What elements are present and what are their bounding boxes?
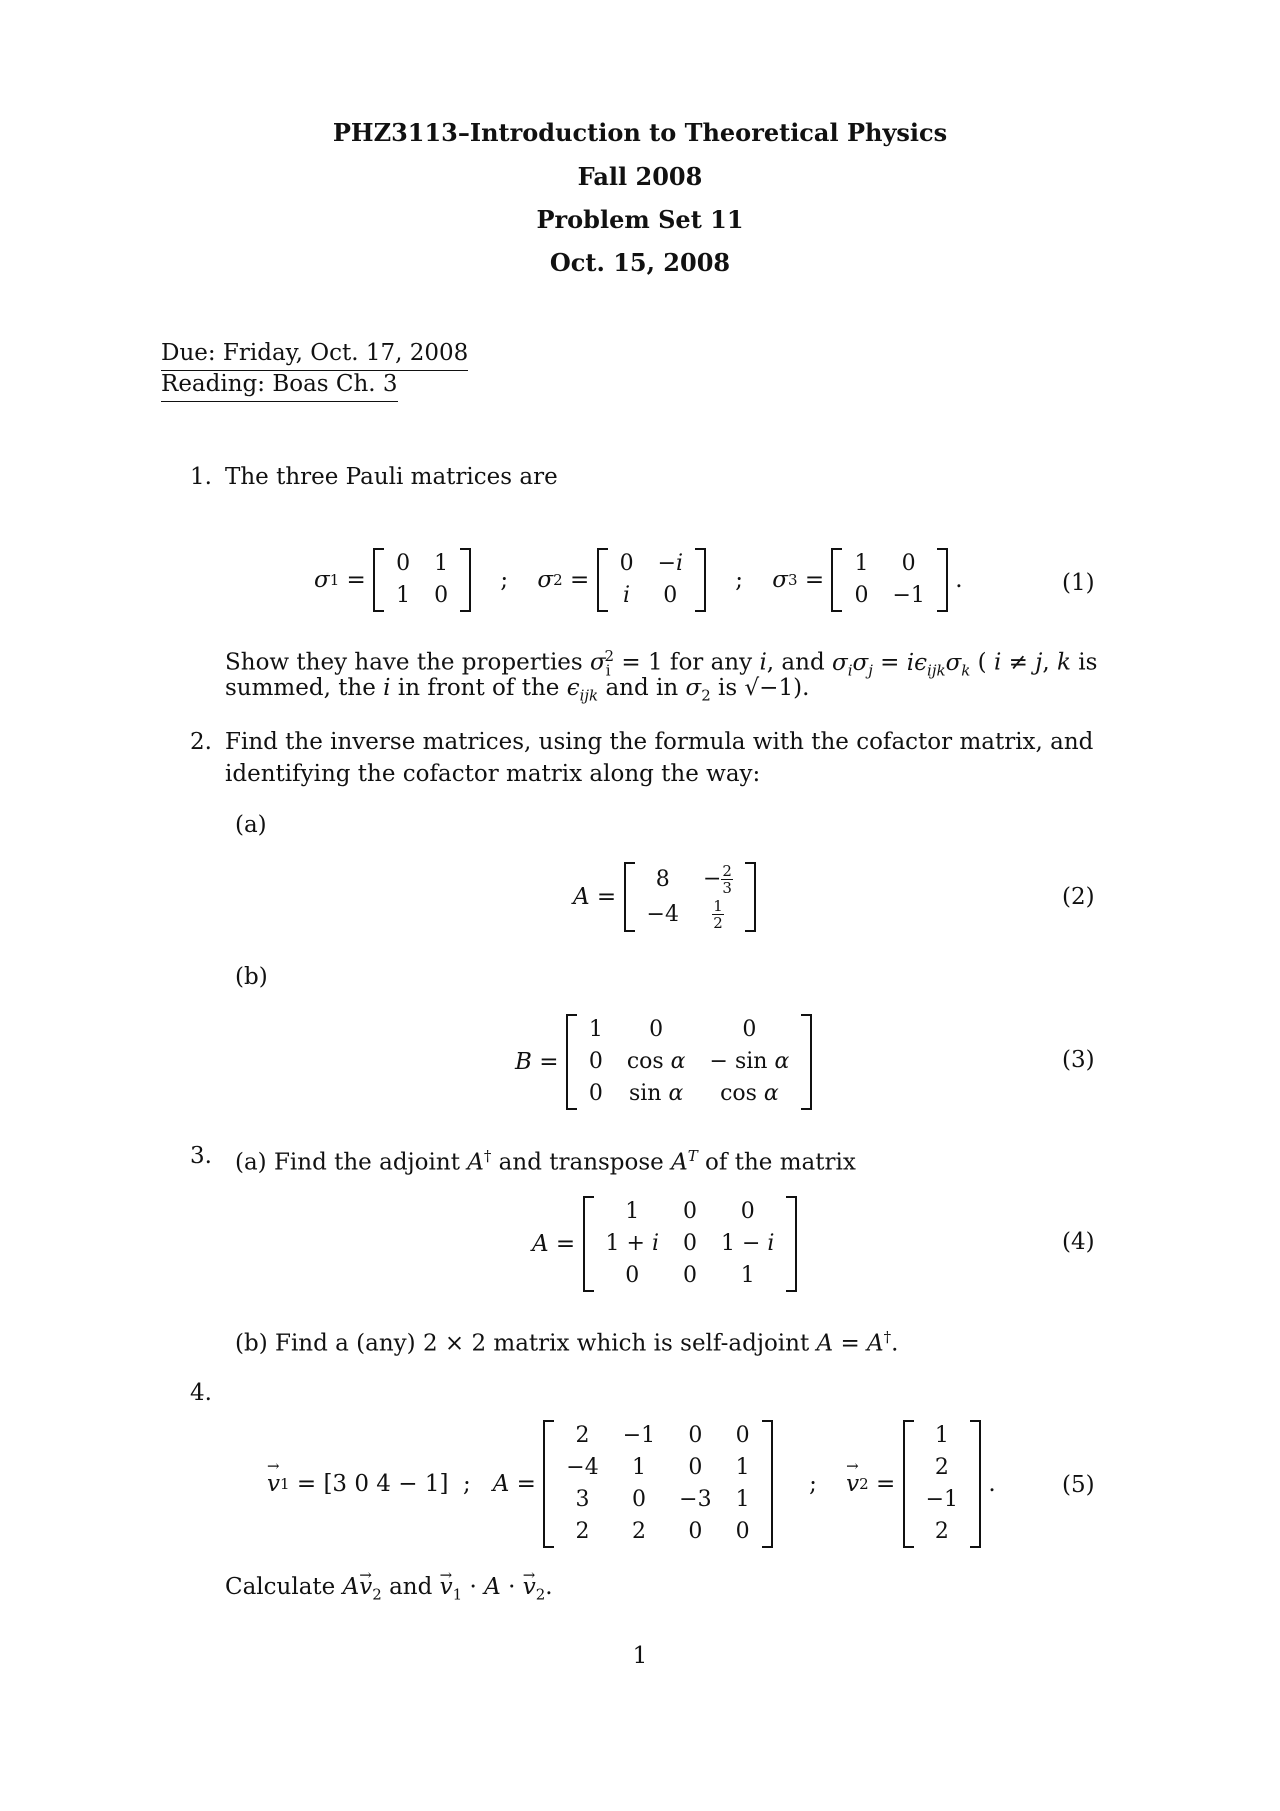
- sigma1-matrix: 0 1 1 0: [373, 548, 471, 612]
- problem-1-text-line-2: summed, the i in front of the $\epsilon_{ijk}$ and in $\sigma_2$ is √−1).: [225, 675, 810, 705]
- matrix-A-equation: A = 8 − $\frac{2}{3}$ −4 $\frac{1}{2}$: [573, 862, 756, 932]
- vector-v1-values: = [3 0 4 − 1]: [296, 1471, 449, 1497]
- pauli-matrices-equation: σ 1 = 0 1 1 0 ; σ 2 = 0 −i i 0 ; σ 3 = 1 0 0 −1 .: [314, 548, 963, 612]
- equation-number-4: (4): [1062, 1229, 1095, 1255]
- problem-2-text-line-1: Find the inverse matrices, using the formula with the cofactor matrix, and: [225, 729, 1094, 755]
- matrix-A-complex: 1 0 0 1 + i 0 1 − i 0 0 1: [583, 1196, 798, 1292]
- due-line: Due: Friday, Oct. 17, 2008: [161, 338, 468, 371]
- date: Oct. 15, 2008: [549, 248, 731, 277]
- problem-2-number: 2.: [190, 729, 212, 755]
- equation-number-2: (2): [1062, 884, 1095, 910]
- course-title: PHZ3113–Introduction to Theoretical Physics: [332, 118, 948, 147]
- problem-2-text-line-2: identifying the cofactor matrix along the way:: [225, 761, 761, 787]
- reading-line: Reading: Boas Ch. 3: [161, 369, 398, 402]
- problem-1-number: 1.: [190, 464, 212, 490]
- problem-1-text-line-1: Show they have the properties $\sigma_i^2 = 1$ for any i, and $\sigma_i\sigma_j = i\epsilon_{ijk}\sigma_k$ ( i ≠ j, k is: [225, 647, 1098, 680]
- matrix-B: 1 0 0 0 cos α − sin α 0 sin α cos α: [566, 1014, 813, 1110]
- sigma3-matrix: 1 0 0 −1: [831, 548, 947, 612]
- problem-set-title: Problem Set 11: [536, 205, 744, 234]
- matrix-B-equation: B = 1 0 0 0 cos α − sin α 0 sin α cos α: [515, 1014, 812, 1110]
- problem-1-intro: The three Pauli matrices are: [225, 464, 558, 490]
- equation-number-5: (5): [1062, 1472, 1095, 1498]
- matrix-A-complex-equation: A = 1 0 0 1 + i 0 1 − i 0 0 1: [532, 1196, 797, 1292]
- problem-3a-text: (a) Find the adjoint A† and transpose $A^T$ of the matrix: [235, 1147, 856, 1176]
- part-b-label: (b): [235, 964, 268, 990]
- problem-4-equation: → v 1 = [3 0 4 − 1] ; A = 2 −1 0 0 −4 1 0 1 3 0 −3 1 2 2 0 0 ; → v 2 = 1 2 −1 2 .: [267, 1420, 996, 1548]
- vector-v2: 1 2 −1 2: [903, 1420, 981, 1548]
- term: Fall 2008: [577, 162, 703, 191]
- problem-3-number: 3.: [190, 1143, 212, 1169]
- matrix-A: 8 − $\frac{2}{3}$ −4 $\frac{1}{2}$: [624, 862, 756, 932]
- equation-number-1: (1): [1062, 570, 1095, 596]
- sigma2-matrix: 0 −i i 0: [597, 548, 706, 612]
- matrix-A-4x4: 2 −1 0 0 −4 1 0 1 3 0 −3 1 2 2 0 0: [543, 1420, 772, 1548]
- page-number: 1: [632, 1643, 648, 1669]
- problem-3b-text: (b) Find a (any) 2 × 2 matrix which is self-adjoint A = A†.: [235, 1328, 899, 1357]
- problem-4-number: 4.: [190, 1380, 212, 1406]
- part-a-label: (a): [235, 812, 267, 838]
- equation-number-3: (3): [1062, 1047, 1095, 1073]
- problem-4-calc-text: Calculate $A\to v_2$ and → $v_1 \cdot A$ · → $v_2$.: [225, 1572, 553, 1611]
